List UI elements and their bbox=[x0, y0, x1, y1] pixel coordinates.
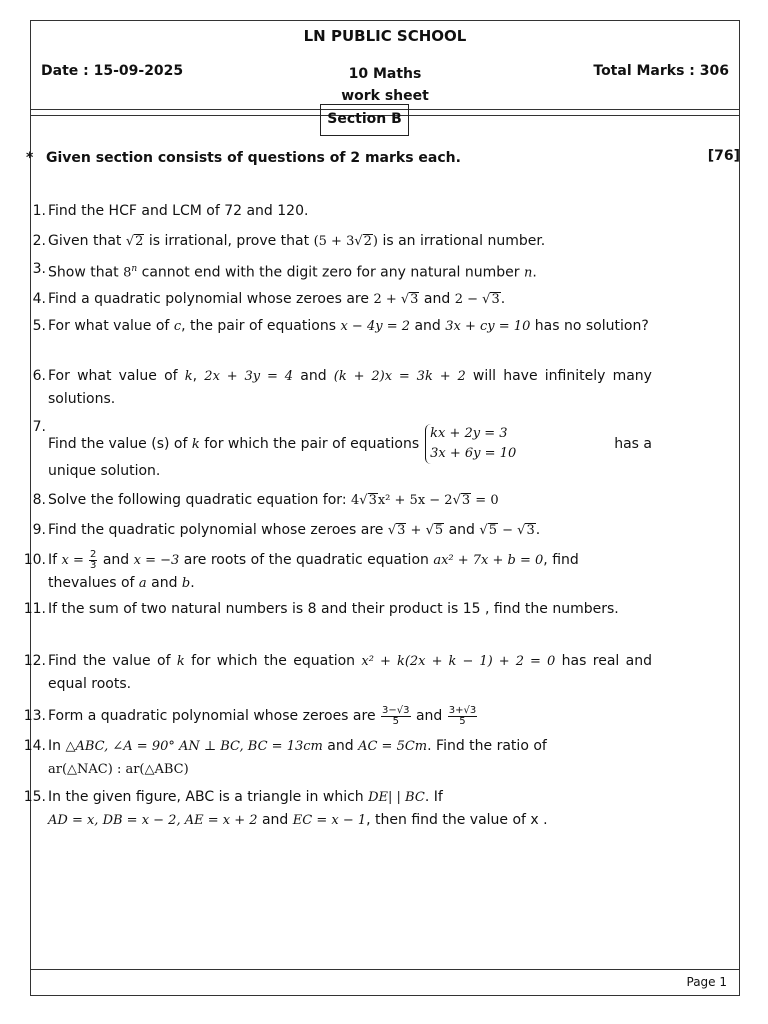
question-number: 4. bbox=[32, 291, 46, 307]
subject-line-2: work sheet bbox=[341, 88, 429, 104]
instruction-text: Given section consists of questions of 2 marks each. bbox=[46, 150, 461, 166]
question-text: Find the quadratic polynomial whose zeroes are √3 + √5 and √5 − √3. bbox=[48, 522, 541, 538]
question-text: If x = $\frac{2}{3}$ and x = −3 are roots of the quadratic equation ax² + 7x + b = 0, find thevalues of a and b. bbox=[48, 548, 579, 591]
question-number: 8. bbox=[32, 492, 46, 508]
question-number: 12. bbox=[23, 653, 46, 669]
bullet: * bbox=[26, 150, 34, 166]
fraction: $\frac{3-√3}{5}$ bbox=[382, 704, 410, 727]
question-text: If the sum of two natural numbers is 8 and their product is 15 , find the numbers. bbox=[48, 601, 619, 617]
fraction: $\frac{2}{3}$ bbox=[90, 548, 97, 571]
equation-system: kx + 2y = 3 3x + 6y = 10 bbox=[425, 424, 516, 464]
question-text: Find a quadratic polynomial whose zeroes are 2 + √3 and 2 − √3. bbox=[48, 291, 506, 307]
question-number: 5. bbox=[32, 318, 46, 334]
question-text: Find the value of k for which the equation x² + k(2x + k − 1) + 2 = 0 has real and equal roots. bbox=[48, 653, 653, 692]
header bbox=[31, 21, 739, 110]
question-number: 13. bbox=[23, 708, 46, 724]
question-text-continued: unique solution. bbox=[48, 463, 161, 479]
section-title: Section B bbox=[320, 104, 409, 136]
date: Date : 15-09-2025 bbox=[41, 63, 184, 79]
footer-divider bbox=[31, 969, 739, 970]
page-number: Page 1 bbox=[686, 975, 727, 989]
question-number: 15. bbox=[23, 789, 46, 805]
question-number: 11. bbox=[23, 601, 46, 617]
question-text: In △ABC, ∠A = 90° AN ⊥ BC, BC = 13cm and AC = 5Cm. Find the ratio of ar(△NAC) : ar(△ABC) bbox=[48, 738, 547, 777]
question-number: 1. bbox=[32, 203, 46, 219]
question-text: Given that √2 is irrational, prove that (5 + 3√2) is an irrational number. bbox=[48, 233, 546, 249]
question-text: Solve the following quadratic equation for: 4√3x² + 5x − 2√3 = 0 bbox=[48, 492, 499, 508]
section-marks: [76] bbox=[707, 148, 740, 164]
total-marks: Total Marks : 306 bbox=[593, 63, 729, 79]
question-number: 9. bbox=[32, 522, 46, 538]
question-text: Show that 8$^n$ cannot end with the digit zero for any natural number n. bbox=[48, 264, 537, 281]
question-number: 10. bbox=[23, 552, 46, 568]
section-instruction bbox=[26, 150, 461, 166]
question-text: For what value of k, 2x + 3y = 4 and (k + 2)x = 3k + 2 will have infinitely many solutions. bbox=[48, 368, 652, 407]
question-text: For what value of c, the pair of equations x − 4y = 2 and 3x + cy = 10 has no solution? bbox=[48, 318, 649, 334]
fraction: $\frac{3+√3}{5}$ bbox=[448, 704, 477, 727]
question-text: Find the value (s) of k for which the pair of equations kx + 2y = 3 3x + 6y = 10 has a bbox=[48, 424, 652, 464]
question-number: 7. bbox=[32, 419, 46, 435]
school-name: LN PUBLIC SCHOOL bbox=[303, 27, 467, 45]
question-number: 6. bbox=[32, 368, 46, 384]
question-text: Find the HCF and LCM of 72 and 120. bbox=[48, 203, 309, 219]
question-text: In the given figure, ABC is a triangle in which DE| | BC. If AD = x, DB = x − 2, AE = x + 2 and EC = x − 1, then find the value of x . bbox=[48, 789, 548, 828]
question-number: 14. bbox=[23, 738, 46, 754]
subject-line-1: 10 Maths bbox=[348, 66, 422, 82]
question-number: 3. bbox=[32, 261, 46, 277]
question-text: Form a quadratic polynomial whose zeroes are $\frac{3-√3}{5}$ and $\frac{3+√3}{5}$ bbox=[48, 704, 477, 727]
question-number: 2. bbox=[32, 233, 46, 249]
